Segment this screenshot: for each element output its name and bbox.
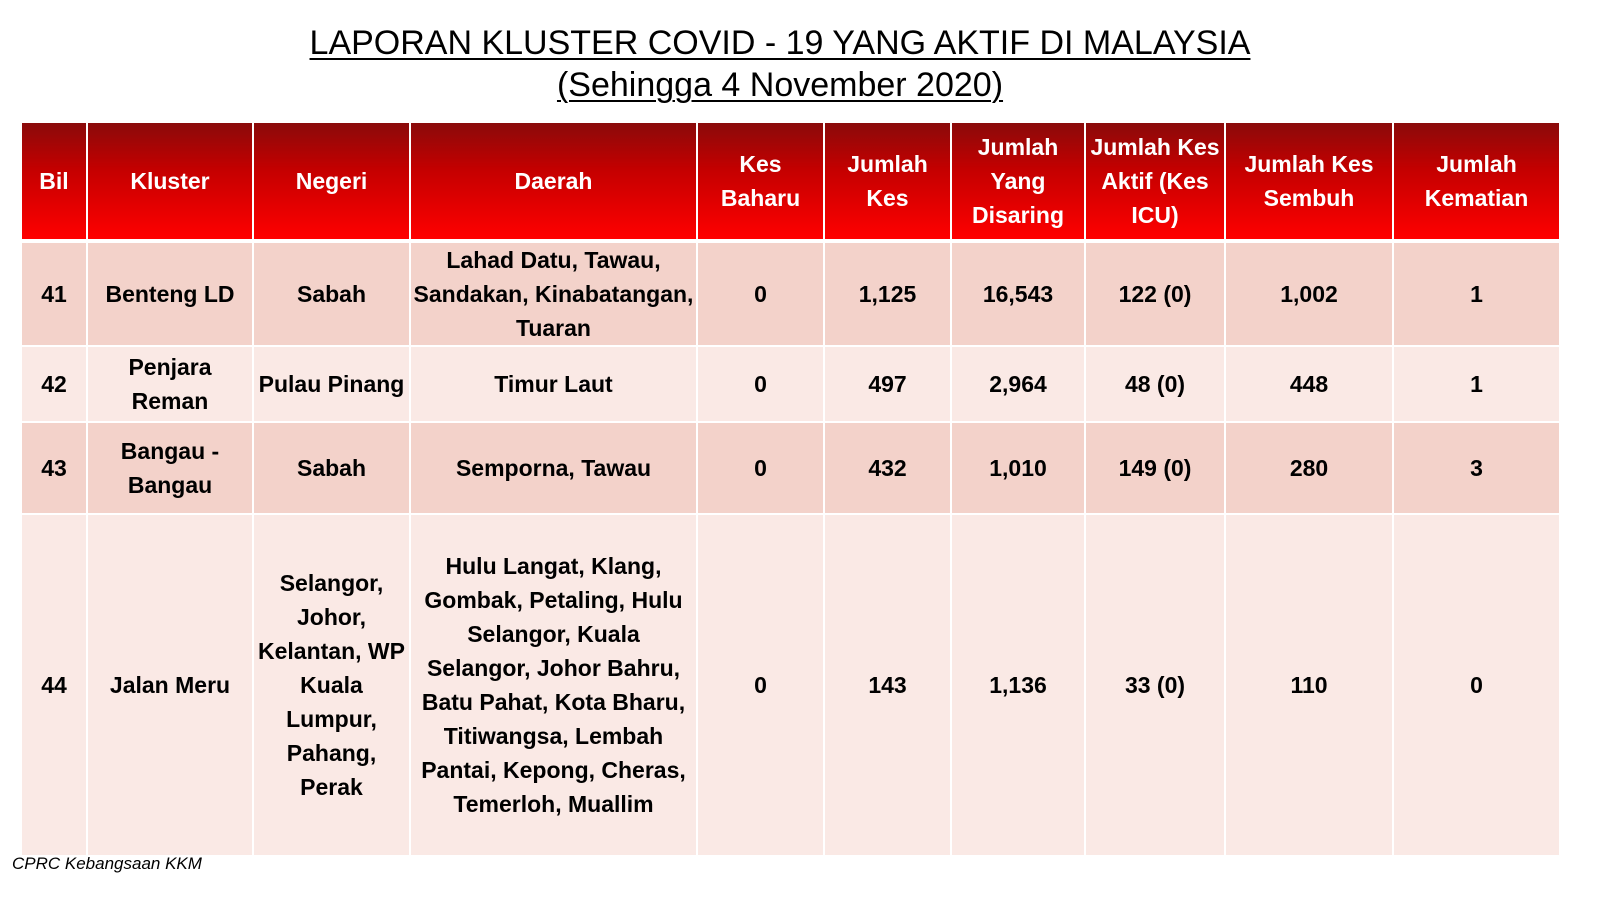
cell-jumlah-kes: 497 (824, 346, 951, 422)
cell-jumlah-kes: 143 (824, 514, 951, 856)
header-negeri: Negeri (253, 123, 410, 241)
header-jumlah-kes-aktif: Jumlah Kes Aktif (Kes ICU) (1085, 123, 1225, 241)
cell-jumlah-kes-aktif: 48 (0) (1085, 346, 1225, 422)
header-jumlah-disaring: Jumlah Yang Disaring (951, 123, 1085, 241)
cell-bil: 41 (22, 241, 87, 346)
cell-jumlah-disaring: 1,010 (951, 422, 1085, 514)
cell-jumlah-kes: 432 (824, 422, 951, 514)
title-line-2: (Sehingga 4 November 2020) (556, 66, 1004, 104)
cell-kluster: Jalan Meru (87, 514, 253, 856)
table-row (22, 422, 1560, 514)
table-row (22, 241, 1560, 346)
cell-jumlah-kematian: 0 (1393, 514, 1560, 856)
cell-jumlah-kematian: 3 (1393, 422, 1560, 514)
cell-jumlah-kes-aktif: 149 (0) (1085, 422, 1225, 514)
cell-daerah: Timur Laut (410, 346, 697, 422)
cell-kluster: Bangau - Bangau (87, 422, 253, 514)
cell-negeri: Sabah (253, 241, 410, 346)
cell-kluster: Benteng LD (87, 241, 253, 346)
cell-kes-baharu: 0 (697, 241, 824, 346)
cell-daerah: Hulu Langat, Klang, Gombak, Petaling, Hulu Selangor, Kuala Selangor, Johor Bahru, Batu Pahat, Kota Bharu, Titiwangsa, Lembah Pantai, Kepong, Cheras, Temerloh, Muallim (410, 514, 697, 856)
cell-jumlah-kes-aktif: 122 (0) (1085, 241, 1225, 346)
cell-daerah: Semporna, Tawau (410, 422, 697, 514)
cell-jumlah-kematian: 1 (1393, 241, 1560, 346)
cell-jumlah-kes: 1,125 (824, 241, 951, 346)
cell-jumlah-kematian: 1 (1393, 346, 1560, 422)
cell-bil: 42 (22, 346, 87, 422)
header-jumlah-kes-sembuh: Jumlah Kes Sembuh (1225, 123, 1393, 241)
cell-jumlah-disaring: 2,964 (951, 346, 1085, 422)
cell-daerah: Lahad Datu, Tawau, Sandakan, Kinabatangan, Tuaran (410, 241, 697, 346)
cell-jumlah-kes-sembuh: 280 (1225, 422, 1393, 514)
table-header-row (22, 123, 1560, 241)
cell-jumlah-disaring: 1,136 (951, 514, 1085, 856)
table-row (22, 346, 1560, 422)
header-daerah: Daerah (410, 123, 697, 241)
header-bil: Bil (22, 123, 87, 241)
cell-bil: 43 (22, 422, 87, 514)
table-row (22, 514, 1560, 856)
source-footnote: CPRC Kebangsaan KKM (12, 854, 202, 873)
title-line-1: LAPORAN KLUSTER COVID - 19 YANG AKTIF DI MALAYSIA (309, 24, 1251, 62)
cell-negeri: Pulau Pinang (253, 346, 410, 422)
cell-kes-baharu: 0 (697, 422, 824, 514)
page-title (0, 22, 1560, 106)
header-kluster: Kluster (87, 123, 253, 241)
cell-negeri: Selangor, Johor, Kelantan, WP Kuala Lumpur, Pahang, Perak (253, 514, 410, 856)
cell-negeri: Sabah (253, 422, 410, 514)
cell-jumlah-kes-sembuh: 1,002 (1225, 241, 1393, 346)
header-kes-baharu: Kes Baharu (697, 123, 824, 241)
cell-jumlah-kes-aktif: 33 (0) (1085, 514, 1225, 856)
cell-kes-baharu: 0 (697, 514, 824, 856)
cell-jumlah-kes-sembuh: 110 (1225, 514, 1393, 856)
cell-jumlah-disaring: 16,543 (951, 241, 1085, 346)
header-jumlah-kematian: Jumlah Kematian (1393, 123, 1560, 241)
cell-kes-baharu: 0 (697, 346, 824, 422)
cell-kluster: Penjara Reman (87, 346, 253, 422)
header-jumlah-kes: Jumlah Kes (824, 123, 951, 241)
cluster-table (22, 123, 1561, 857)
cell-jumlah-kes-sembuh: 448 (1225, 346, 1393, 422)
cell-bil: 44 (22, 514, 87, 856)
